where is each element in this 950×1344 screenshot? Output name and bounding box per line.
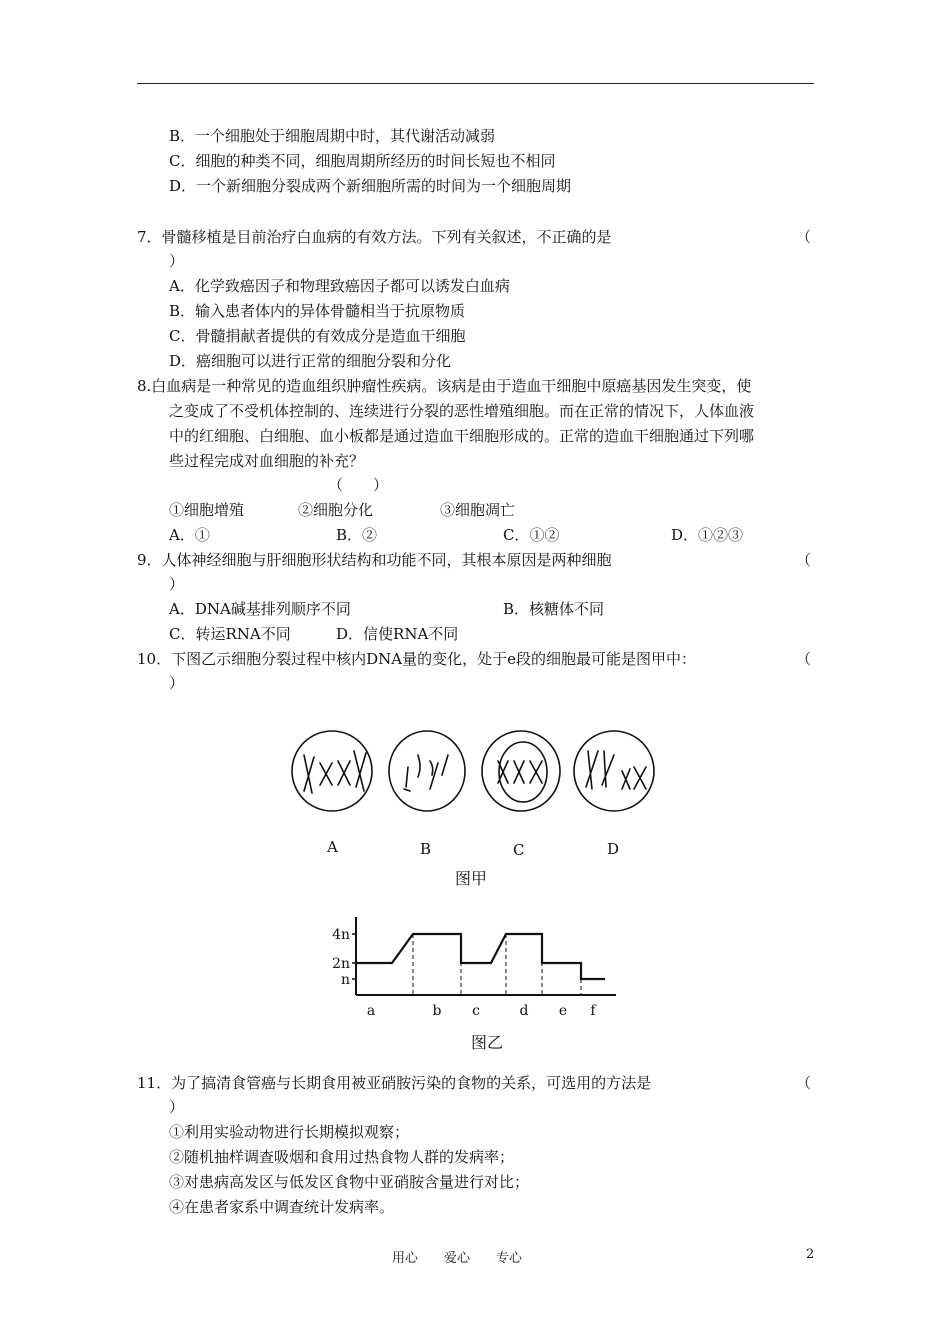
q11-stem: 11．为了搞清食管癌与长期食用被亚硝胺污染的食物的关系，可选用的方法是 [137,1074,652,1092]
cell-c-illustration [482,731,560,811]
q11-item-4: ④在患者家系中调查统计发病率。 [169,1198,395,1216]
q6-option-d: D．一个新细胞分裂成两个新细胞所需的时间为一个细胞周期 [169,177,572,195]
q7-paren-close: ） [169,252,185,270]
q7-stem: 7．骨髓移植是目前治疗白血病的有效方法。下列有关叙述，不正确的是 [137,228,612,246]
q9-option-d: D．信使RNA不同 [336,625,459,643]
q11-paren-close: ） [169,1098,185,1116]
q6-option-b: B．一个细胞处于细胞周期中时，其代谢活动减弱 [169,127,496,145]
q8-stem-line2: 之变成了不受机体控制的、连续进行分裂的恶性增殖细胞。而在正常的情况下，人体血液 [169,402,755,420]
segment-label: a [366,1003,376,1019]
q11-item-3: ③对患病高发区与低发区食物中亚硝胺含量进行对比； [169,1173,530,1191]
segment-label: c [472,1003,480,1019]
q9-stem: 9．人体神经细胞与肝细胞形状结构和功能不同，其根本原因是两种细胞 [137,551,612,569]
q8-option-a: A．① [169,526,210,544]
q8-item-1: ①细胞增殖 [169,501,245,519]
y-tick-label: n [340,972,350,988]
q8-item-2: ②细胞分化 [298,501,374,519]
q8-stem-line3: 中的红细胞、白细胞、血小板都是通过造血干细胞形成的。正常的造血干细胞通过下列哪 [169,427,755,445]
fig-yi-caption: 图乙 [471,1033,504,1052]
page-number: 2 [806,1247,815,1262]
q9-option-a: A．DNA碱基排列顺序不同 [169,600,351,618]
q7-option-d: D．癌细胞可以进行正常的细胞分裂和分化 [169,352,452,370]
segment-label: b [432,1003,442,1019]
q10-stem: 10．下图乙示细胞分裂过程中核内DNA量的变化，处于e段的细胞最可能是图甲中： [137,650,696,668]
fig-jia-caption: 图甲 [455,869,488,888]
fig-jia-label-d: D [607,840,620,858]
figure-jia-cells [290,715,660,860]
q8-option-c: C．①② [503,526,560,544]
q9-paren-close: ） [169,575,185,593]
q7-option-b: B．输入患者体内的异体骨髓相当于抗原物质 [169,302,466,320]
fig-jia-label-a: A [327,838,338,856]
q8-paren: （ ） [328,476,389,494]
segment-label: f [590,1003,596,1019]
cell-d-illustration [574,731,654,811]
q8-item-3: ③细胞凋亡 [440,501,516,519]
q11-item-1: ①利用实验动物进行长期模拟观察； [169,1123,410,1141]
q11-paren-open: （ [796,1074,812,1092]
q10-paren-close: ） [169,674,185,692]
q8-option-b: B．② [336,526,378,544]
cell-b-illustration [389,731,465,811]
dna-step-line [356,934,605,979]
q7-option-a: A．化学致癌因子和物理致癌因子都可以诱发白血病 [169,277,510,295]
q7-paren-open: （ [796,228,812,246]
cell-a-illustration [292,731,372,811]
header-rule [137,83,814,84]
segment-label: d [519,1003,529,1019]
y-tick-label: 2n [332,956,350,972]
y-tick-label: 4n [332,927,350,943]
q7-option-c: C．骨髓捐献者提供的有效成分是造血干细胞 [169,327,466,345]
figure-yi-chart [320,915,620,1025]
fig-jia-label-b: B [420,840,432,858]
fig-jia-label-c: C [513,841,525,859]
q8-stem-line1: 8.白血病是一种常见的造血组织肿瘤性疾病。该病是由于造血干细胞中原癌基因发生突变，使 [137,377,752,395]
segment-label: e [558,1003,568,1019]
q10-paren-open: （ [796,650,812,668]
q11-item-2: ②随机抽样调查吸烟和食用过热食物人群的发病率； [169,1148,515,1166]
q9-option-b: B．核糖体不同 [503,600,605,618]
q8-stem-line4: 些过程完成对血细胞的补充？ [169,452,365,470]
q9-option-c: C．转运RNA不同 [169,625,291,643]
footer-motto: 用心 爱心 专心 [392,1251,523,1266]
q8-option-d: D．①②③ [671,526,744,544]
q6-option-c: C．细胞的种类不同，细胞周期所经历的时间长短也不相同 [169,152,556,170]
q9-paren-open: （ [796,551,812,569]
